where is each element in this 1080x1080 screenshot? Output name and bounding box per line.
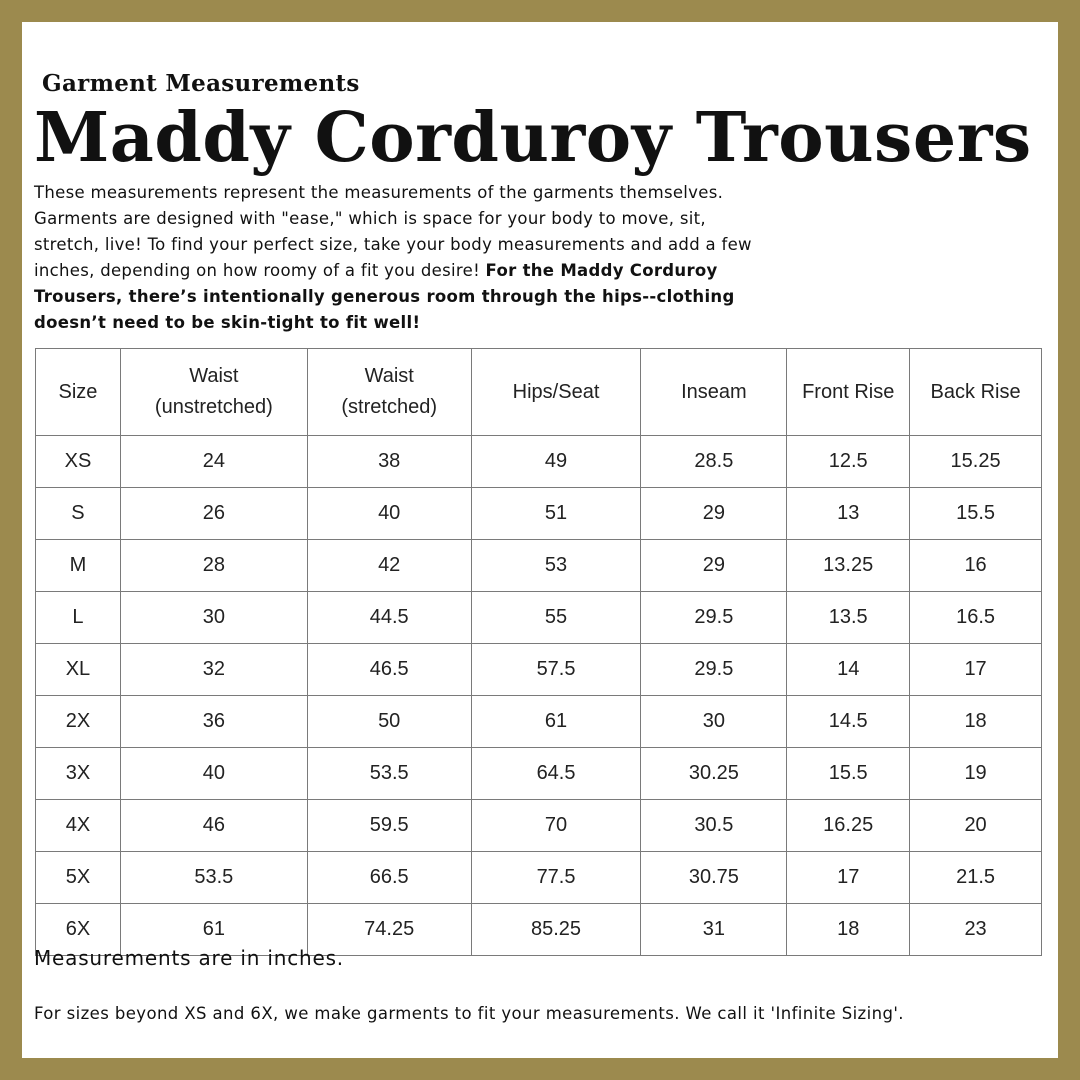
measurement-cell: 15.25 xyxy=(910,436,1042,488)
column-header-line: (unstretched) xyxy=(154,396,273,418)
measurement-cell: 53.5 xyxy=(120,852,307,904)
table-row xyxy=(36,436,1042,488)
column-header-line: (stretched) xyxy=(341,396,437,418)
measurement-cell: 28 xyxy=(120,540,307,592)
size-cell: L xyxy=(36,592,121,644)
measurement-cell: 30 xyxy=(120,592,307,644)
measurement-cell: 30.25 xyxy=(641,748,787,800)
measurement-cell: 16.5 xyxy=(910,592,1042,644)
measurement-cell: 15.5 xyxy=(910,488,1042,540)
size-cell: XL xyxy=(36,644,121,696)
measurement-cell: 32 xyxy=(120,644,307,696)
measurement-cell: 24 xyxy=(120,436,307,488)
measurement-cell: 23 xyxy=(910,904,1042,956)
table-row xyxy=(36,800,1042,852)
measurement-cell: 51 xyxy=(471,488,641,540)
measurement-cell: 46.5 xyxy=(307,644,471,696)
column-header xyxy=(641,349,787,436)
measurement-cell: 38 xyxy=(307,436,471,488)
measurement-cell: 44.5 xyxy=(307,592,471,644)
column-header xyxy=(910,349,1042,436)
measurement-cell: 17 xyxy=(787,852,910,904)
measurement-cell: 13.25 xyxy=(787,540,910,592)
column-header-line: Waist xyxy=(364,365,414,387)
size-cell: 6X xyxy=(36,904,121,956)
measurement-cell: 13.5 xyxy=(787,592,910,644)
intro-text: These measurements represent the measurements of the garments themselves. Garments are designed with "ease," which is space for your body to move, sit, stretch, live! To find your perfect size, take your body measurements and add a few inches, depending on how roomy of a fit you desire! xyxy=(34,183,752,280)
column-header xyxy=(787,349,910,436)
page-subtitle: Garment Measurements xyxy=(42,70,360,97)
measurement-cell: 49 xyxy=(471,436,641,488)
table-row xyxy=(36,592,1042,644)
measurement-cell: 20 xyxy=(910,800,1042,852)
measurement-cell: 40 xyxy=(120,748,307,800)
measurement-cell: 18 xyxy=(787,904,910,956)
infinite-sizing-note: For sizes beyond XS and 6X, we make garments to fit your measurements. We call it 'Infinite Sizing'. xyxy=(34,1004,904,1023)
measurement-cell: 61 xyxy=(471,696,641,748)
measurement-cell: 50 xyxy=(307,696,471,748)
size-cell: 4X xyxy=(36,800,121,852)
page-title: Maddy Corduroy Trousers xyxy=(34,98,1032,178)
table-row xyxy=(36,488,1042,540)
column-header-line: Size xyxy=(58,380,98,403)
measurement-cell: 40 xyxy=(307,488,471,540)
measurement-cell: 16 xyxy=(910,540,1042,592)
measurement-cell: 30.75 xyxy=(641,852,787,904)
measurement-cell: 66.5 xyxy=(307,852,471,904)
measurement-cell: 30 xyxy=(641,696,787,748)
measurement-cell: 13 xyxy=(787,488,910,540)
measurement-cell: 61 xyxy=(120,904,307,956)
measurement-cell: 31 xyxy=(641,904,787,956)
measurement-cell: 14.5 xyxy=(787,696,910,748)
column-header-line: Front Rise xyxy=(802,380,895,403)
size-cell: 2X xyxy=(36,696,121,748)
measurement-cell: 18 xyxy=(910,696,1042,748)
measurement-cell: 28.5 xyxy=(641,436,787,488)
measurement-cell: 53 xyxy=(471,540,641,592)
units-note: Measurements are in inches. xyxy=(34,946,344,970)
measurement-cell: 14 xyxy=(787,644,910,696)
measurement-cell: 29 xyxy=(641,540,787,592)
size-cell: 3X xyxy=(36,748,121,800)
column-header xyxy=(36,349,121,436)
column-header-line: Back Rise xyxy=(930,380,1021,403)
measurement-cell: 70 xyxy=(471,800,641,852)
column-header-line: Hips/Seat xyxy=(512,380,600,403)
measurement-cell: 46 xyxy=(120,800,307,852)
table-header-row xyxy=(36,349,1042,436)
measurement-cell: 21.5 xyxy=(910,852,1042,904)
measurement-cell: 59.5 xyxy=(307,800,471,852)
measurement-cell: 26 xyxy=(120,488,307,540)
intro-bold-text: For the Maddy Corduroy Trousers, there’s intentionally generous room through the hips--clothing doesn’t need to be skin-tight to fit well! xyxy=(34,261,735,332)
column-header xyxy=(120,349,307,436)
table-row xyxy=(36,540,1042,592)
size-cell: S xyxy=(36,488,121,540)
measurement-cell: 55 xyxy=(471,592,641,644)
measurement-cell: 53.5 xyxy=(307,748,471,800)
size-cell: XS xyxy=(36,436,121,488)
measurement-cell: 74.25 xyxy=(307,904,471,956)
column-header xyxy=(471,349,641,436)
size-cell: M xyxy=(36,540,121,592)
measurement-cell: 29 xyxy=(641,488,787,540)
measurements-table xyxy=(35,348,1042,956)
column-header-line: Waist xyxy=(189,365,239,387)
size-cell: 5X xyxy=(36,852,121,904)
measurement-cell: 12.5 xyxy=(787,436,910,488)
measurement-cell: 17 xyxy=(910,644,1042,696)
measurement-cell: 57.5 xyxy=(471,644,641,696)
measurement-cell: 36 xyxy=(120,696,307,748)
measurement-cell: 30.5 xyxy=(641,800,787,852)
measurement-cell: 29.5 xyxy=(641,592,787,644)
measurement-cell: 77.5 xyxy=(471,852,641,904)
measurement-cell: 15.5 xyxy=(787,748,910,800)
table-row xyxy=(36,852,1042,904)
table-row xyxy=(36,696,1042,748)
measurement-cell: 19 xyxy=(910,748,1042,800)
table-row xyxy=(36,644,1042,696)
column-header-line: Inseam xyxy=(681,380,747,403)
measurement-cell: 42 xyxy=(307,540,471,592)
size-chart-card xyxy=(22,22,1058,1058)
table-row xyxy=(36,748,1042,800)
measurement-cell: 29.5 xyxy=(641,644,787,696)
column-header xyxy=(307,349,471,436)
measurement-cell: 64.5 xyxy=(471,748,641,800)
measurement-cell: 85.25 xyxy=(471,904,641,956)
intro-paragraph xyxy=(34,180,754,336)
measurement-cell: 16.25 xyxy=(787,800,910,852)
